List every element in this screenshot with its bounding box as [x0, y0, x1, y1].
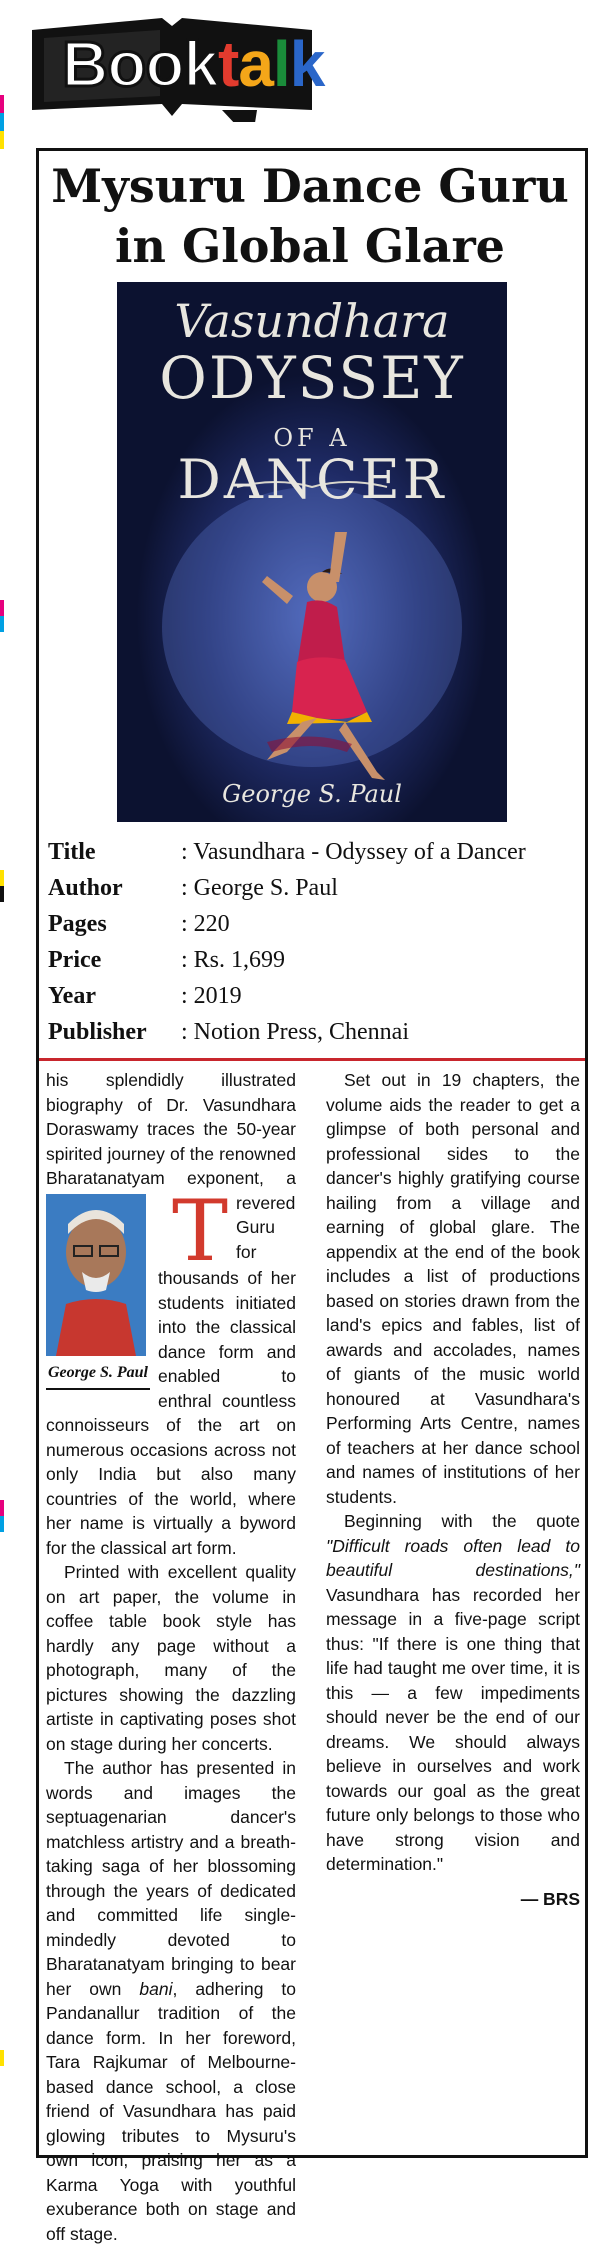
signoff: — BRS [520, 1888, 580, 1909]
photo-caption: George S. Paul [46, 1362, 150, 1390]
paragraph-text: Vasundhara has recorded her message in a five-page script thus: "If there is one thing that life had taught me over time, it is this — a few impediments should never be the end of our dreams. We should always believe in ourselves and work towards our goal as the great future only belongs to those who have strong vision and determination." [326, 1584, 580, 1874]
drop-cap: T [172, 1182, 229, 1280]
info-row-title [48, 834, 588, 870]
info-row-price [48, 942, 588, 978]
paragraph-text: , adhering to Pandanallur tradition of the dance form. In her foreword, Tara Rajkumar of Melbourne-based dance school, a close friend of Vasundhara has paid glowing tributes to Mysuru's own icon, praising her as a Karma Yoga with youthful exuberance both on stage and off stage. [46, 1978, 297, 2244]
info-row-year [48, 978, 588, 1014]
booktalk-logo [22, 12, 352, 142]
paragraph-text: The author has presented in words and images the septuagenarian dancer's matchless artistry and a breath-taking saga of her blossoming through the years of dedicated and committed life single-mindedly devoted to Bharatanatyam bringing to bear her own [46, 1758, 296, 1999]
info-label: Title [48, 839, 96, 865]
article-column-right [326, 1068, 580, 1911]
info-label: Publisher [48, 1019, 147, 1045]
cover-author: George S. Paul [222, 780, 402, 808]
logo-letter: t [218, 28, 239, 100]
title-line-1: Mysuru Dance Guru [51, 159, 569, 213]
logo-text [62, 28, 325, 100]
section-divider [39, 1058, 585, 1061]
logo-letter: a [238, 28, 273, 100]
book-info-table [48, 834, 588, 1050]
article-title [40, 156, 580, 276]
title-line-2: in Global Glare [115, 219, 505, 273]
info-value: : Vasundhara - Odyssey of a Dancer [181, 839, 526, 865]
info-value: : 2019 [181, 983, 242, 1009]
info-value: : Rs. 1,699 [181, 947, 286, 973]
paragraph-text: Beginning with the quote [344, 1511, 580, 1531]
cover-subtitle: DANCER [177, 448, 447, 511]
info-label: Pages [48, 911, 107, 937]
info-label: Price [48, 947, 102, 973]
info-value: : George S. Paul [181, 875, 338, 901]
cover-script-title: Vasundhara [174, 294, 450, 348]
paragraph [46, 1756, 296, 2246]
book-cover-image [117, 282, 507, 822]
info-row-author [48, 870, 588, 906]
logo-word-book: Book [62, 28, 218, 100]
info-value: : 220 [181, 911, 230, 937]
info-label: Author [48, 875, 123, 901]
paragraph: Printed with excellent quality on art paper, the volume in coffee table book style has hardly any page without a photograph, many of the pictures showing the dazzling artiste in captivating poses shot on stage during her concerts. [46, 1562, 296, 1754]
cover-of-a: OF A [273, 424, 351, 452]
info-value: : Notion Press, Chennai [181, 1019, 409, 1045]
author-portrait [46, 1194, 146, 1356]
info-label: Year [48, 983, 96, 1009]
cover-title: ODYSSEY [159, 344, 465, 412]
author-photo [46, 1194, 146, 1356]
logo-letter: k [289, 28, 325, 100]
info-row-publisher [48, 1014, 588, 1050]
emphasis: bani [139, 1978, 173, 1999]
paragraph: Set out in 19 chapters, the volume aids the reader to get a glimpse of both personal and professional sides to the dancer's highly gratifying course hailing from a village and earning of global glare. The appendix at the end of the book includes a list of productions based on stories drawn from the land's epics and fables, list of awards and accolades, names of giants of the music world honoured at Vasundhara's Performing Arts Centre, names of teachers at her dance school and names of institutions of her students. [326, 1070, 580, 1507]
author-photo-box [46, 1194, 150, 1390]
paragraph-text: his splendidly illustrated biography of Dr. Vasundhara Doraswamy traces the 50-year spirited journey of the renowned Bharatanatyam exponent, a revered Guru for thousands of her students initiated into the classical dance form and enabled to enthral countless connoisseurs of the art on numerous occasions across not only India but also many countries of the world, where her name is virtually a byword for the classical art form. [46, 1070, 296, 1558]
paragraph [326, 1509, 580, 1877]
quote-text: "Difficult roads often lead to beautiful destinations," [326, 1535, 580, 1580]
logo-letter: l [272, 28, 290, 100]
info-row-pages [48, 906, 588, 942]
